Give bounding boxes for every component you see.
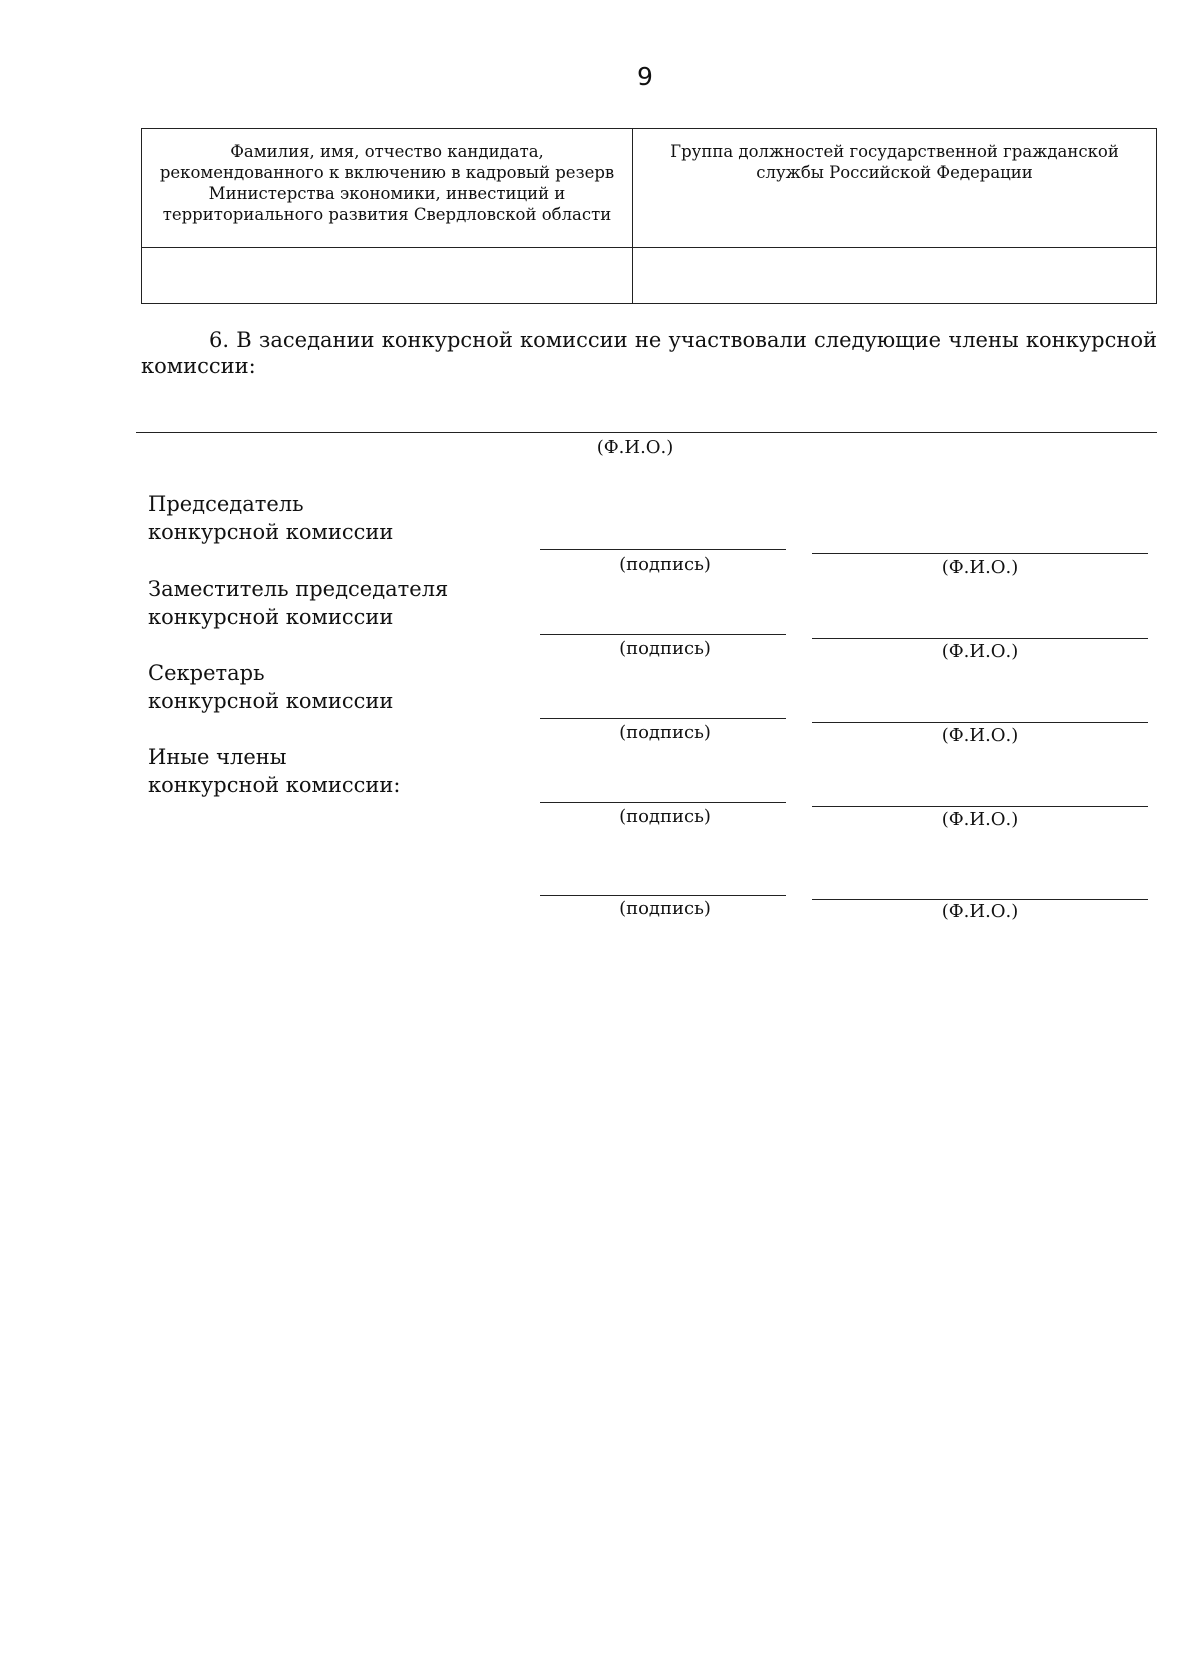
role-line-2: конкурсной комиссии: [148, 520, 394, 544]
other-member-1-name-caption: (Ф.И.О.): [941, 809, 1019, 830]
secretary-name-line[interactable]: [812, 722, 1148, 723]
table-row: [142, 248, 1157, 304]
other-member-1-name-line[interactable]: [812, 806, 1148, 807]
absent-member-name-line[interactable]: [136, 432, 1157, 433]
secretary-role-label: [148, 659, 393, 715]
role-line-1: Иные члены: [148, 745, 287, 769]
other-member-2-signature-caption: (подпись): [619, 898, 711, 919]
chairman-name-line[interactable]: [812, 553, 1148, 554]
absent-member-name-caption: (Ф.И.О.): [596, 437, 674, 458]
secretary-signature-line[interactable]: [540, 718, 786, 719]
absent-members-paragraph: [141, 327, 1157, 379]
chairman-role-label: [148, 490, 393, 546]
page-number: 9: [637, 62, 653, 91]
role-line-2: конкурсной комиссии: [148, 605, 394, 629]
other-member-2-signature-line[interactable]: [540, 895, 786, 896]
chairman-name-caption: (Ф.И.О.): [941, 557, 1019, 578]
table-cell-candidate-name[interactable]: [142, 248, 633, 304]
role-line-1: Председатель: [148, 492, 304, 516]
other-members-role-label: [148, 743, 400, 799]
role-line-1: Секретарь: [148, 661, 265, 685]
other-member-2-name-caption: (Ф.И.О.): [941, 901, 1019, 922]
column-header-candidate-name: Фамилия, имя, отчество кандидата, рекомендованного к включению в кадровый резерв Министерства экономики, инвестиций и территориального развития Свердловской области: [142, 129, 633, 248]
chairman-signature-line[interactable]: [540, 549, 786, 550]
column-header-position-group: Группа должностей государственной гражданской службы Российской Федерации: [633, 129, 1157, 248]
role-line-2: конкурсной комиссии:: [148, 773, 401, 797]
secretary-name-caption: (Ф.И.О.): [941, 725, 1019, 746]
other-member-2-name-line[interactable]: [812, 899, 1148, 900]
secretary-signature-caption: (подпись): [619, 722, 711, 743]
deputy-chairman-name-caption: (Ф.И.О.): [941, 641, 1019, 662]
other-member-1-signature-caption: (подпись): [619, 806, 711, 827]
deputy-chairman-signature-caption: (подпись): [619, 638, 711, 659]
deputy-chairman-signature-line[interactable]: [540, 634, 786, 635]
other-member-1-signature-line[interactable]: [540, 802, 786, 803]
deputy-chairman-role-label: [148, 575, 448, 631]
table-header-row: [142, 129, 1157, 248]
role-line-2: конкурсной комиссии: [148, 689, 394, 713]
candidate-reserve-table: [141, 128, 1157, 304]
table-cell-position-group[interactable]: [633, 248, 1157, 304]
absent-members-text: 6. В заседании конкурсной комиссии не участвовали следующие члены конкурсной комиссии:: [141, 328, 1157, 378]
role-line-1: Заместитель председателя: [148, 577, 449, 601]
chairman-signature-caption: (подпись): [619, 554, 711, 575]
deputy-chairman-name-line[interactable]: [812, 638, 1148, 639]
